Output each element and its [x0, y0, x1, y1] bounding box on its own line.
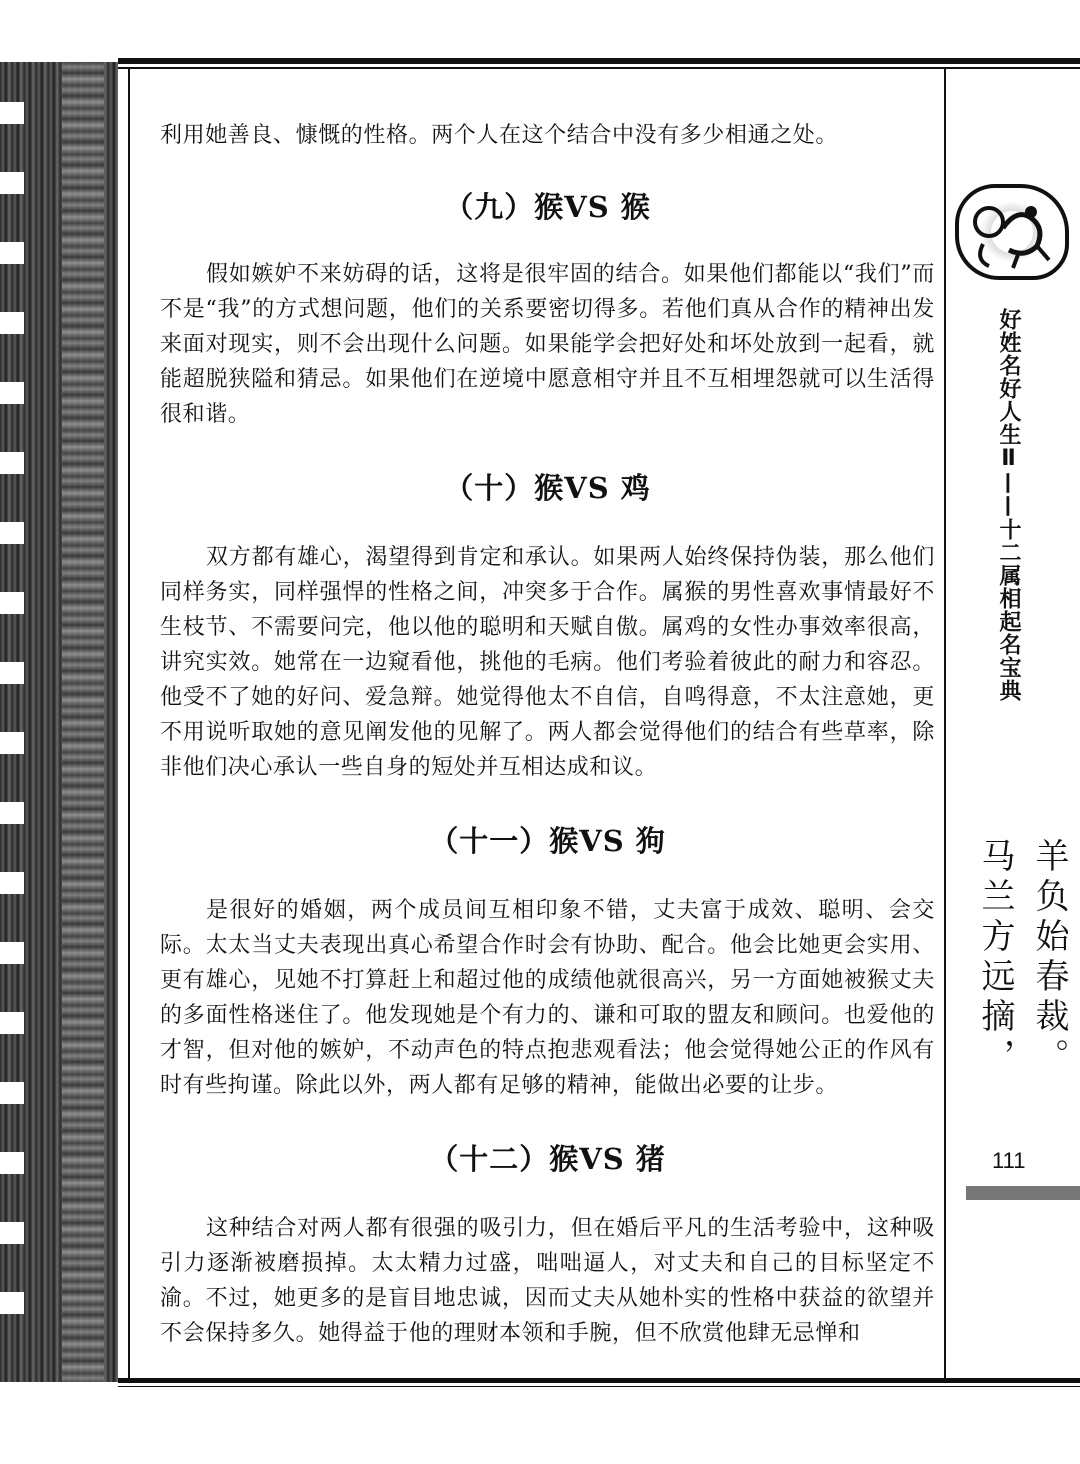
monkey-emblem-icon	[955, 184, 1069, 280]
sprocket-hole	[0, 872, 24, 894]
sprocket-hole	[0, 242, 24, 264]
bottom-rule	[118, 1378, 1080, 1383]
sprocket-hole	[0, 1012, 24, 1034]
top-rule-thin	[118, 67, 1080, 69]
monkey-figure-icon	[959, 188, 1065, 276]
sprocket-hole	[0, 102, 24, 124]
frame-left-line	[128, 68, 130, 1380]
frame-right-line	[944, 68, 946, 1380]
sprocket-hole	[0, 1152, 24, 1174]
film-strip-texture	[62, 62, 104, 1382]
paragraph-monkey-dog: 是很好的婚姻，两个成员间互相印象不错，丈夫富于成效、聪明、会交际。太太当丈夫表现出真心希望合作时会有协助、配合。他会比她更会实用、更有雄心，见她不打算赶上和超过他的成绩他就很高兴，另一方面她被猴丈夫的多面性格迷住了。他发现她是个有力的、谦和可取的盟友和顾问。也爱他的才智，但对他的嫉妒，不动声色的特点抱悲观看法；他会觉得她公正的作风有时有些拘谨。除此以外，两人都有足够的精神，能做出必要的让步。	[160, 898, 935, 1098]
sprocket-hole	[0, 802, 24, 824]
paragraph-monkey-monkey: 假如嫉妒不来妨碍的话，这将是很牢固的结合。如果他们都能以“我们”而不是“我”的方式想问题，他们的关系要密切得多。若他们真从合作的精神出发来面对现实，则不会出现什么问题。如果能学会把好处和坏处放到一起看，就能超脱狭隘和猜忌。如果他们在逆境中愿意相守并且不互相埋怨就可以生活得很和谐。	[160, 262, 935, 427]
main-text-column	[160, 118, 935, 1351]
page-number: 111	[992, 1148, 1026, 1173]
sprocket-hole	[0, 732, 24, 754]
film-strip-border	[0, 62, 118, 1382]
section-heading-10: （十）猴VS 鸡	[444, 471, 651, 505]
sprocket-hole	[0, 172, 24, 194]
section-heading-11: （十一）猴VS 狗	[429, 824, 666, 858]
paragraph-monkey-pig: 这种结合对两人都有很强的吸引力，但在婚后平凡的生活考验中，这种吸引力逐渐被磨损掉。太太精力过盛，咄咄逼人，对丈夫和自己的目标坚定不渝。不过，她更多的是盲目地忠诚，因而丈夫从她朴实的性格中获益的欲望并不会保持多久。她得益于他的理财本领和手腕，但不欣赏他肆无忌惮和	[160, 1216, 935, 1346]
sprocket-hole	[0, 592, 24, 614]
sprocket-hole	[0, 312, 24, 334]
vertical-poem	[968, 838, 1076, 1078]
book-series-title: 好姓名好人生Ⅱ——十二属相起名宝典	[996, 308, 1021, 702]
sprocket-hole	[0, 452, 24, 474]
poem-line-1: 羊负始春裁。	[1029, 838, 1069, 1078]
paragraph-continued: 利用她善良、慷慨的性格。两个人在这个结合中没有多少相通之处。	[160, 123, 839, 148]
sprocket-hole	[0, 1082, 24, 1104]
sprocket-hole	[0, 1292, 24, 1314]
sprocket-hole	[0, 942, 24, 964]
paragraph-monkey-rooster: 双方都有雄心，渴望得到肯定和承认。如果两人始终保持伪装，那么他们同样务实，同样强悍的性格之间，冲突多于合作。属猴的男性喜欢事情最好不生枝节、不需要问完，他以他的聪明和天赋自傲。属鸡的女性办事效率很高，讲究实效。她常在一边窥看他，挑他的毛病。他们考验着彼此的耐力和容忍。他受不了她的好问、爱急辩。她觉得他太不自信，自鸣得意，不太注意她，更不用说听取她的意见阐发他的见解了。两人都会觉得他们的结合有些草率，除非他们决心承认一些自身的短处并互相达成和议。	[160, 545, 935, 780]
page-number-bar	[966, 1186, 1080, 1200]
sprocket-hole	[0, 522, 24, 544]
sprocket-hole	[0, 382, 24, 404]
section-heading-9: （九）猴VS 猴	[444, 190, 651, 224]
poem-line-2: 马兰方远摘，	[975, 838, 1015, 1078]
sprocket-hole	[0, 1222, 24, 1244]
sprocket-hole	[0, 662, 24, 684]
top-rule	[118, 58, 1080, 64]
bottom-rule-thin	[118, 1386, 1080, 1387]
section-heading-12: （十二）猴VS 猪	[429, 1142, 666, 1176]
